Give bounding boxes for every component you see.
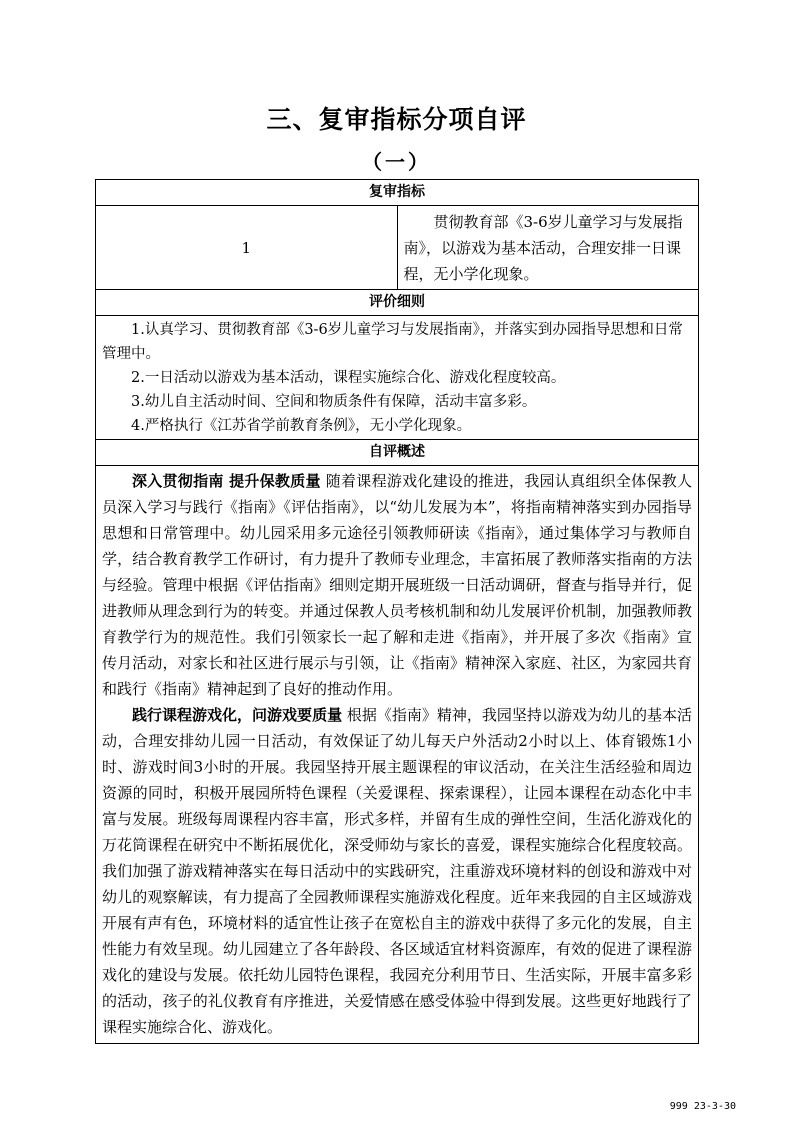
summary-text: 根据《指南》精神，我园坚持以游戏为幼儿的基本活动，合理安排幼儿园一日活动，有效保证了幼儿每天户外活动2小时以上、体育锻炼1小时、游戏时间3小时的开展。我园坚持开展主题课程的审议活动，在关注生活经验和周边资源的同时，积极开展园所特色课程（关爱课程、探索课程），让园本课程在动态化中丰富与发展。班级每周课程内容丰富，形式多样，并留有生成的弹性空间，生活化游戏化的万花筒课程在研究中不断拓展优化，深受师幼与家长的喜爱，课程实施综合化程度较高。我们加强了游戏精神落实在每日活动中的实践研究，注重游戏环境材料的创设和游戏中对幼儿的观察解读，有力提高了全园教师课程实施游戏化程度。近年来我园的自主区域游戏开展有声有色，环境材料的适宜性让孩子在宽松自主的游戏中获得了多元化的发展，自主性能力有效呈现。幼儿园建立了各年龄段、各区域适宜材料资源库，有效的促进了课程游戏化的建设与发展。依托幼儿园特色课程，我园充分利用节日、生活实际，开展丰富多彩的活动，孩子的礼仪教育有序推进，关爱情感在感受体验中得到发展。这些更好地践行了课程实施综合化、游戏化。 [102, 706, 692, 1036]
summary-body [96, 466, 699, 1044]
criteria-item: 1.认真学习、贯彻教育部《3-6岁儿童学习与发展指南》，并落实到办园指导思想和日常管理中。 [102, 322, 683, 362]
indicator-text: 贯彻教育部《3-6岁儿童学习与发展指南》，以游戏为基本活动，合理安排一日课程，无小学化现象。 [397, 206, 699, 290]
summary-row [96, 466, 699, 1044]
summary-header: 自评概述 [96, 440, 699, 466]
page-subtitle: （一） [362, 150, 431, 174]
summary-heading: 深入贯彻指南 提升保教质量 [132, 472, 321, 490]
summary-paragraph [102, 702, 692, 1040]
summary-paragraph [102, 468, 692, 702]
indicator-header-row [96, 180, 699, 206]
summary-header-row [96, 440, 699, 466]
criteria-header: 评价细则 [96, 290, 699, 316]
criteria-row [96, 316, 699, 440]
indicator-row [96, 206, 699, 290]
summary-text: 随着课程游戏化建设的推进，我园认真组织全体保教人员深入学习与践行《指南》《评估指南》，以“幼儿发展为本”，将指南精神落实到办园指导思想和日常管理中。幼儿园采用多元途径引领教师研读《指南》，通过集体学习与教师自学，结合教育教学工作研讨，有力提升了教师专业理念，丰富拓展了教师落实指南的方法与经验。管理中根据《评估指南》细则定期开展班级一日活动调研，督查与指导并行，促进教师从理念到行为的转变。并通过保教人员考核机制和幼儿发展评价机制，加强教师教育教学行为的规范性。我们引领家长一起了解和走进《指南》，并开展了多次《指南》宣传月活动，对家长和社区进行展示与引领，让《指南》精神深入家庭、社区，为家园共育和践行《指南》精神起到了良好的推动作用。 [102, 472, 692, 698]
page-title: 三、复审指标分项自评 [266, 105, 527, 134]
criteria-list [96, 316, 699, 440]
indicator-header: 复审指标 [96, 180, 699, 206]
evaluation-table [95, 179, 699, 1044]
criteria-item: 4.严格执行《江苏省学前教育条例》，无小学化现象。 [131, 418, 472, 434]
criteria-item: 2.一日活动以游戏为基本活动，课程实施综合化、游戏化程度较高。 [131, 370, 566, 386]
page-footer: 999 23-3-30 [669, 1101, 736, 1112]
criteria-item: 3.幼儿自主活动时间、空间和物质条件有保障，活动丰富多彩。 [131, 394, 537, 410]
criteria-header-row [96, 290, 699, 316]
indicator-number: 1 [96, 206, 398, 290]
summary-heading: 践行课程游戏化，问游戏要质量 [132, 706, 343, 724]
